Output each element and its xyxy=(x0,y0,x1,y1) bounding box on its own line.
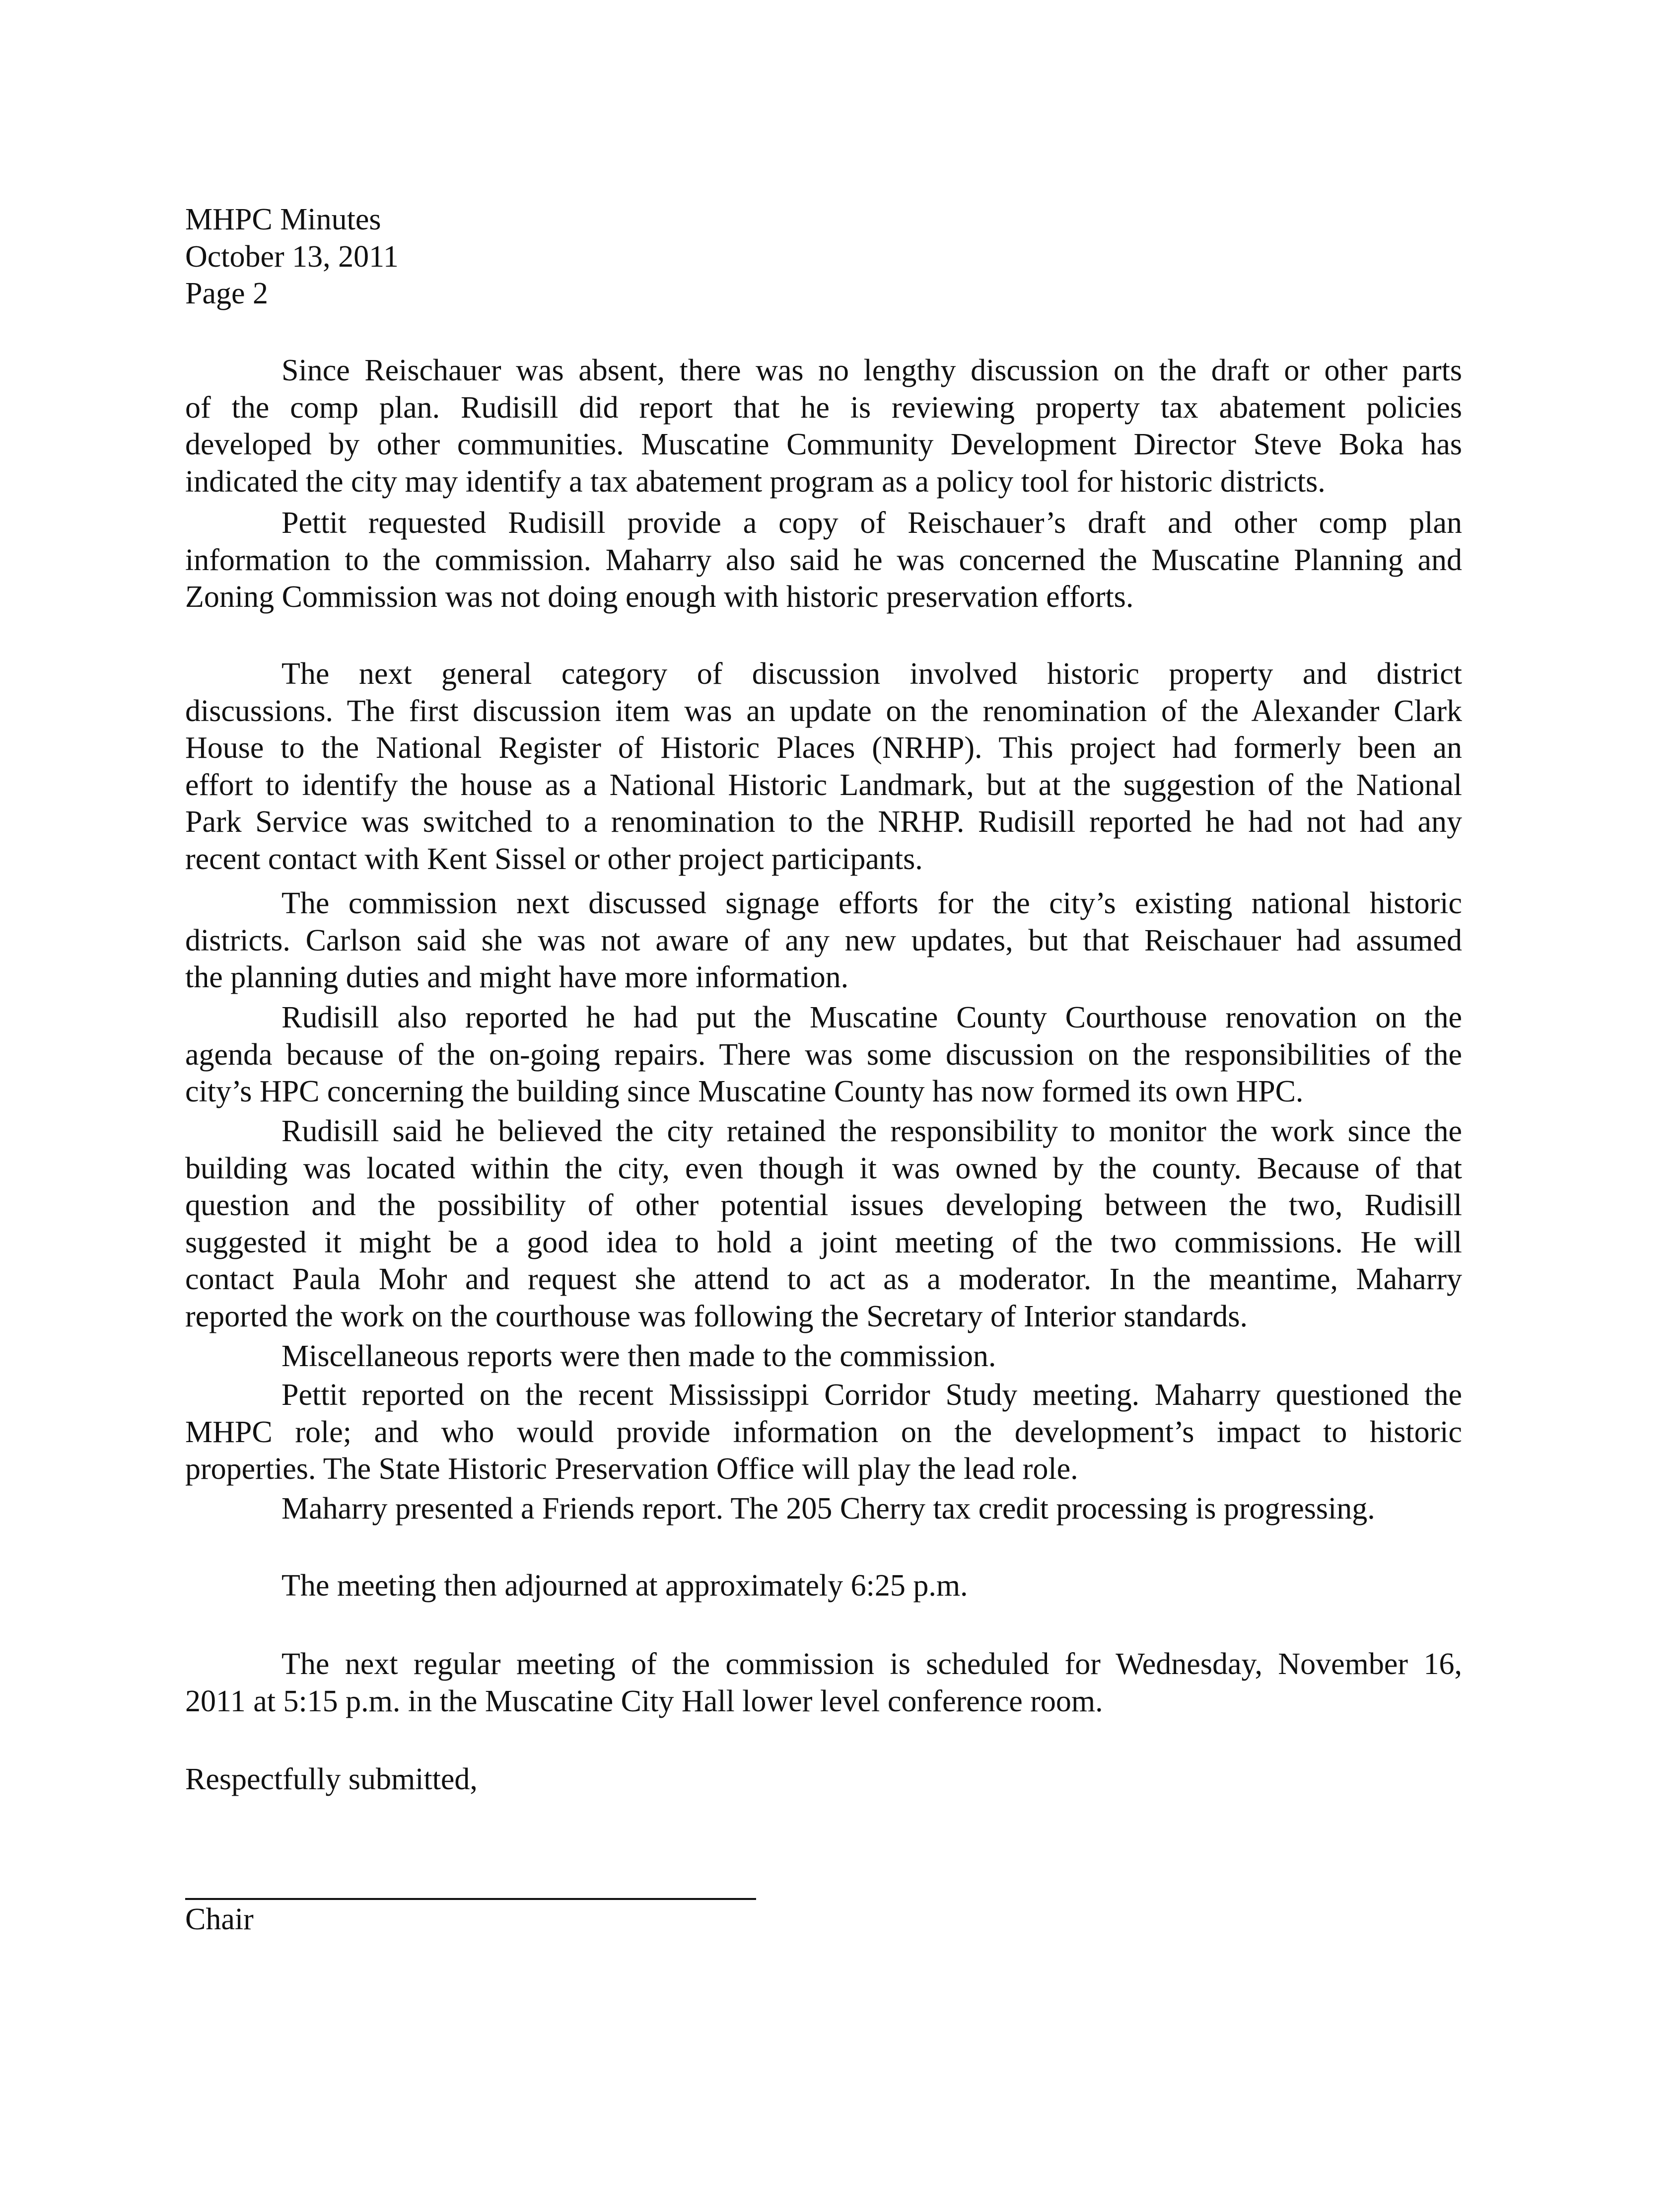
paragraph-line: Pettit requested Rudisill provide a copy of Reischauer’s draft and other comp plan xyxy=(281,506,1462,540)
document-header xyxy=(185,201,1462,312)
paragraph-line: House to the National Register of Historic Places (NRHP). This project had formerly been an xyxy=(185,731,1462,765)
paragraph-line: Since Reischauer was absent, there was no lengthy discussion on the draft or other parts xyxy=(281,354,1462,387)
paragraph-line: The commission next discussed signage efforts for the city’s existing national historic xyxy=(281,886,1462,920)
paragraph-line: building was located within the city, even though it was owned by the county. Because of that xyxy=(185,1151,1462,1185)
paragraph xyxy=(185,1377,1462,1488)
header-line: October 13, 2011 xyxy=(185,239,399,274)
paragraph-line: agenda because of the on-going repairs. There was some discussion on the responsibilities of the xyxy=(185,1037,1462,1072)
paragraph-line: Park Service was switched to a renomination to the NRHP. Rudisill reported he had not had any xyxy=(185,805,1462,839)
paragraph-line: developed by other communities. Muscatine Community Development Director Steve Boka has xyxy=(185,428,1462,462)
paragraph-line: properties. The State Historic Preservation Office will play the lead role. xyxy=(185,1452,1078,1486)
paragraph-line: indicated the city may identify a tax abatement program as a policy tool for historic districts. xyxy=(185,464,1326,499)
paragraph-line: question and the possibility of other potential issues developing between the two, Rudisill xyxy=(185,1188,1462,1223)
paragraph-line: Pettit reported on the recent Mississippi Corridor Study meeting. Maharry questioned the xyxy=(281,1378,1462,1412)
paragraph-line: Miscellaneous reports were then made to the commission. xyxy=(281,1339,996,1373)
paragraph-line: information to the commission. Maharry also said he was concerned the Muscatine Planning and xyxy=(185,543,1462,577)
paragraph-line: Rudisill said he believed the city retained the responsibility to monitor the work since the xyxy=(281,1114,1462,1148)
paragraph xyxy=(185,1490,1462,1528)
header-line: Page 2 xyxy=(185,277,269,311)
paragraph xyxy=(185,1761,1462,1798)
paragraph xyxy=(185,352,1462,500)
paragraph-line: The meeting then adjourned at approximately 6:25 p.m. xyxy=(281,1569,968,1603)
paragraph xyxy=(185,656,1462,878)
paragraph xyxy=(185,1338,1462,1375)
paragraph-line: Maharry presented a Friends report. The 205 Cherry tax credit processing is progressing. xyxy=(281,1492,1375,1526)
signature-line xyxy=(185,1898,756,1900)
paragraph-line: suggested it might be a good idea to hold a joint meeting of the two commissions. He will xyxy=(185,1225,1462,1259)
paragraph-line: the planning duties and might have more information. xyxy=(185,960,849,995)
paragraph-line: of the comp plan. Rudisill did report that he is reviewing property tax abatement policies xyxy=(185,390,1462,425)
signature-block xyxy=(185,1901,1462,1938)
paragraph-line: Zoning Commission was not doing enough with historic preservation efforts. xyxy=(185,580,1134,614)
paragraph xyxy=(185,1646,1462,1720)
paragraph xyxy=(185,505,1462,616)
paragraph-line: recent contact with Kent Sissel or other project participants. xyxy=(185,842,923,876)
paragraph xyxy=(185,1567,1462,1604)
paragraph-line: districts. Carlson said she was not aware of any new updates, but that Reischauer had assumed xyxy=(185,923,1462,957)
paragraph-line: Respectfully submitted, xyxy=(185,1762,478,1796)
paragraph-line: The next general category of discussion involved historic property and district xyxy=(281,657,1462,691)
paragraph-line: effort to identify the house as a National Historic Landmark, but at the suggestion of the National xyxy=(185,768,1462,802)
paragraph-line: discussions. The first discussion item was an update on the renomination of the Alexander Clark xyxy=(185,694,1462,728)
signature-title: Chair xyxy=(185,1902,254,1936)
paragraph-line: The next regular meeting of the commission is scheduled for Wednesday, November 16, xyxy=(281,1647,1462,1681)
paragraph xyxy=(185,1113,1462,1335)
paragraph-line: Rudisill also reported he had put the Muscatine County Courthouse renovation on the xyxy=(281,1001,1462,1034)
header-line: MHPC Minutes xyxy=(185,203,381,236)
paragraph xyxy=(185,885,1462,996)
paragraph-line: MHPC role; and who would provide information on the development’s impact to historic xyxy=(185,1415,1462,1449)
paragraph-line: 2011 at 5:15 p.m. in the Muscatine City Hall lower level conference room. xyxy=(185,1684,1103,1718)
paragraph-line: contact Paula Mohr and request she attend to act as a moderator. In the meantime, Maharry xyxy=(185,1262,1462,1297)
paragraph-line: reported the work on the courthouse was following the Secretary of Interior standards. xyxy=(185,1299,1248,1333)
paragraph-line: city’s HPC concerning the building since Muscatine County has now formed its own HPC. xyxy=(185,1075,1304,1109)
paragraph xyxy=(185,999,1462,1110)
